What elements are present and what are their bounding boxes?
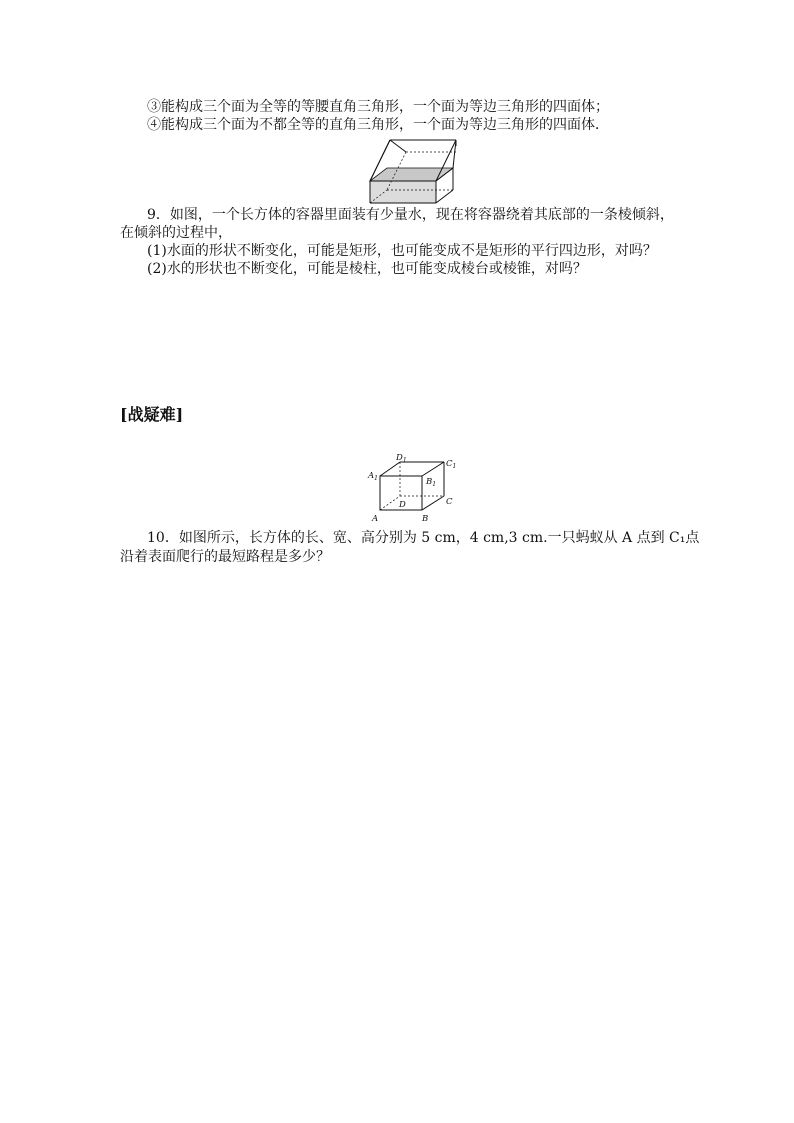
label-B1: $B_1$ [426, 477, 437, 488]
label-A1: $A_1$ [368, 471, 378, 482]
label-A: A [372, 514, 379, 524]
problem9-line1: 9．如图，一个长方体的容器里面装有少量水，现在将容器绕着其底部的一条棱倾斜， [147, 207, 674, 223]
label-B: B [422, 514, 429, 524]
problem10-line2: 沿着表面爬行的最短路程是多少？ [120, 549, 330, 565]
label-C: C [446, 497, 453, 507]
problem8-item4: ④能构成三个面为不都全等的直角三角形，一个面为等边三角形的四面体． [147, 117, 609, 133]
cuboid-figure [366, 454, 476, 524]
problem9-question1: (1)水面的形状不断变化，可能是矩形，也可能变成不是矩形的平行四边形，对吗？ [147, 243, 657, 259]
problem9-question2: (2)水的形状也不断变化，可能是棱柱，也可能变成棱台或棱锥，对吗？ [147, 261, 587, 277]
water-front [370, 181, 436, 203]
tilted-container-figure [366, 134, 461, 204]
label-D1: $D_1$ [396, 453, 407, 464]
water-surface [370, 168, 453, 181]
label-C1: $C_1$ [446, 459, 457, 470]
section-heading: [战疑难] [120, 405, 184, 424]
problem10-line1: 10．如图所示，长方体的长、宽、高分别为 5 cm，4 cm,3 cm.一只蚂蚁从 A 点到 C₁点 [147, 530, 700, 546]
problem8-item3: ③能构成三个面为全等的等腰直角三角形，一个面为等边三角形的四面体； [147, 99, 609, 115]
label-D: D [399, 500, 406, 510]
problem9-line2: 在倾斜的过程中， [120, 225, 232, 241]
